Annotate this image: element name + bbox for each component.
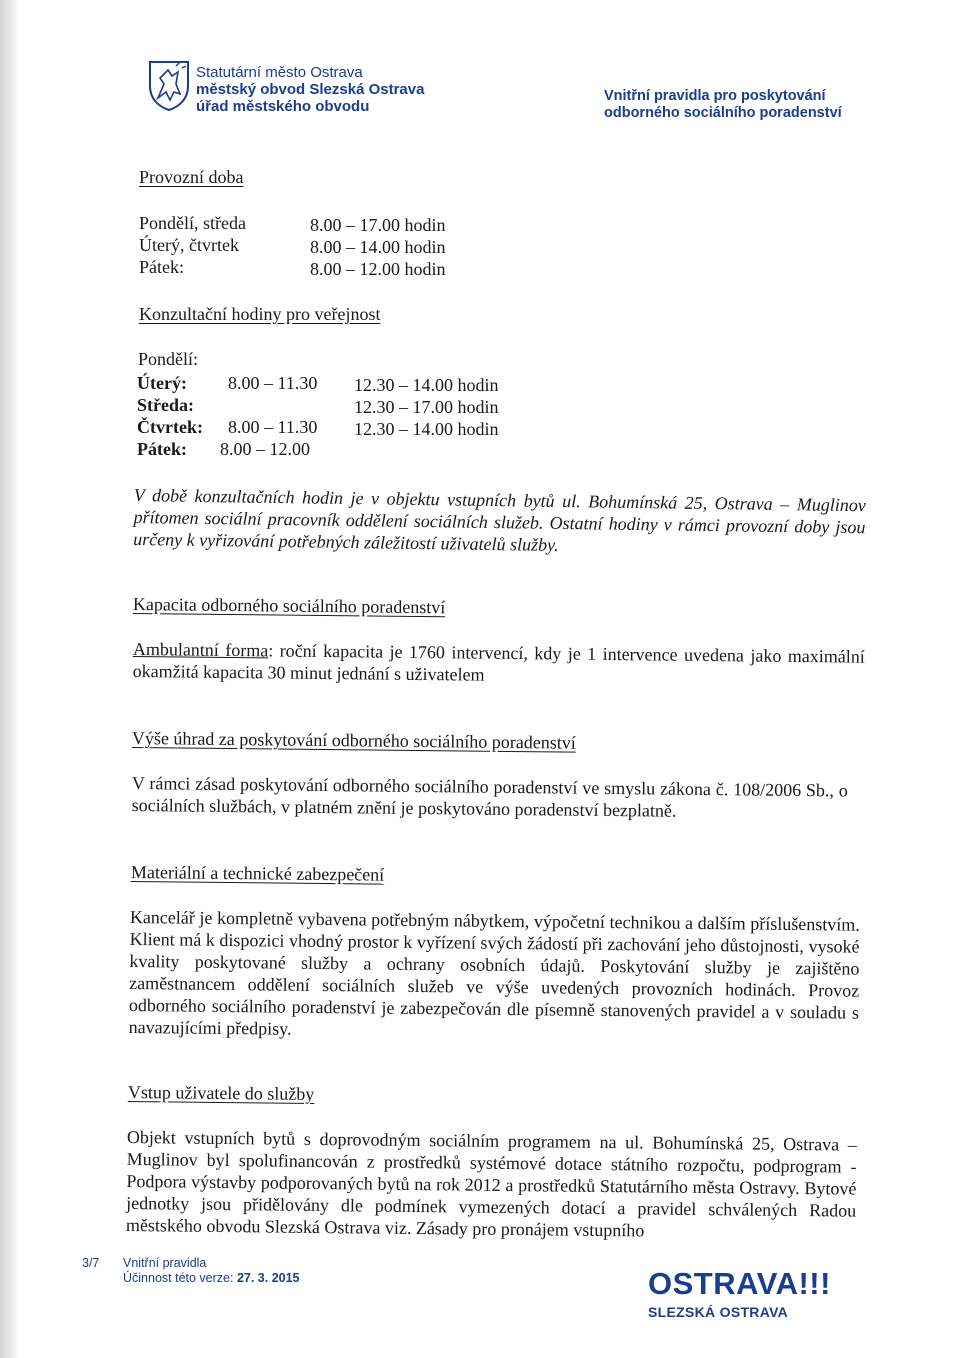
hours-time-3: 8.00 – 12.00 hodin	[310, 259, 446, 279]
uhrady-paragraph: V rámci zásad poskytování odborného sociálního poradenství ve smyslu zákona č. 108/2006 Sb., o sociálních službách, v platném znění je poskytováno poradenství bezplatně.	[131, 772, 848, 821]
scan-edge-shadow	[0, 0, 20, 1358]
footer-doc-info	[123, 1256, 300, 1286]
org-line-1: Statutární město Ostrava	[196, 64, 363, 81]
consult-note: V době konzultačních hodin je v objektu vstupních bytů ul. Bohumínská 25, Ostrava – Muglinov přítomen sociální pracovník oddělení sociálních služeb. Ostatní hodiny v rámci provozní doby jsou určeny k vyřizování potřebných záležitostí uživatelů služby.	[133, 484, 866, 555]
city-crest-icon	[146, 58, 192, 112]
org-line-3: úřad městského obvodu	[196, 98, 370, 115]
header-organization	[196, 64, 424, 115]
hours-day-1: Pondělí, středa	[139, 213, 246, 233]
page-number: 3/7	[82, 1256, 100, 1270]
consult-am-2: 8.00 – 11.30	[228, 373, 318, 393]
consult-day-3: Středa:	[137, 395, 194, 415]
ostrava-logo	[648, 1266, 831, 1320]
heading-materialni: Materiální a technické zabezpečení	[130, 862, 385, 885]
footer-validity-label: Účinnost této verze:	[123, 1271, 234, 1285]
title-line-1: Vnitřní pravidla pro poskytování	[604, 88, 826, 104]
hours-time-2: 8.00 – 14.00 hodin	[310, 237, 446, 257]
vstup-paragraph: Objekt vstupních bytů s doprovodným sociálním programem na ul. Bohumínská 25, Ostrava – Muglinov byl spolufinancován z prostředků systémové dotace státního rozpočtu, podprogram - Podpora výstavby podporovaných bytů na rok 2012 a prostředků Statutárního města Ostravy. Bytové jednotky jsou přidělovány dle podmínek vymezených dotací a pravidel schválených Radou městského obvodu Slezská Ostrava viz. Zásady pro pronájem vstupního	[125, 1127, 857, 1241]
hours-day-2: Úterý, čtvrtek	[139, 235, 239, 255]
org-line-2: městský obvod Slezská Ostrava	[196, 81, 425, 98]
heading-konzultacni-hodiny: Konzultační hodiny pro veřejnost	[139, 304, 381, 324]
consult-day-1: Pondělí:	[138, 349, 199, 369]
kapacita-paragraph	[133, 638, 865, 690]
logo-main-text: OSTRAVA!!!	[648, 1266, 831, 1301]
materialni-paragraph: Kancelář je kompletně vybavena potřebným nábytkem, výpočetní technikou a dalším příslušenstvím. Klient má k dispozici vhodný prostor k vyřízení svých žádostí při zachování jeho důstojnosti, vysoké kvality poskytované služby a ochrany osobních údajů. Poskytování služby je zajištěno zaměstnancem oddělení sociálních služeb ve výše uvedených provozních hodinách. Provoz odborného sociálního poradenství je zabezpečován dle písemně stanovených pravidel a v souladu s navazujícími předpisy.	[128, 906, 860, 1039]
consult-pm-3: 12.30 – 17.00 hodin	[354, 397, 499, 417]
kapacita-text: : roční kapacita je 1760 intervencí, kdy je 1 intervence uvedena jako maximální okamžitá kapacita 30 minut jednání s uživatelem	[132, 640, 865, 685]
consult-pm-2: 12.30 – 14.00 hodin	[354, 375, 499, 395]
footer-validity-date: 27. 3. 2015	[236, 1271, 300, 1285]
heading-kapacita: Kapacita odborného sociálního poradenství	[132, 594, 446, 618]
consult-am-5: 8.00 – 12.00	[220, 439, 310, 459]
consult-day-5: Pátek:	[137, 439, 187, 459]
consult-day-2: Úterý:	[137, 373, 187, 393]
kapacita-label: Ambulantní forma	[132, 638, 269, 661]
logo-sub-text: SLEZSKÁ OSTRAVA	[648, 1304, 789, 1320]
title-line-2: odborného sociálního poradenství	[604, 105, 842, 121]
heading-uhrady: Výše úhrad za poskytování odborného sociálního poradenství	[131, 728, 576, 753]
footer-validity	[123, 1271, 300, 1286]
footer-doc-name: Vnitřní pravidla	[123, 1256, 207, 1270]
consult-pm-4: 12.30 – 14.00 hodin	[354, 419, 499, 439]
header-document-title	[604, 88, 842, 122]
heading-provozni-doba: Provozní doba	[139, 167, 244, 187]
heading-vstup: Vstup uživatele do služby	[127, 1082, 315, 1104]
hours-day-3: Pátek:	[139, 257, 184, 277]
consult-day-4: Čtvrtek:	[137, 417, 203, 437]
hours-time-1: 8.00 – 17.00 hodin	[310, 215, 446, 235]
consult-am-4: 8.00 – 11.30	[228, 417, 318, 437]
